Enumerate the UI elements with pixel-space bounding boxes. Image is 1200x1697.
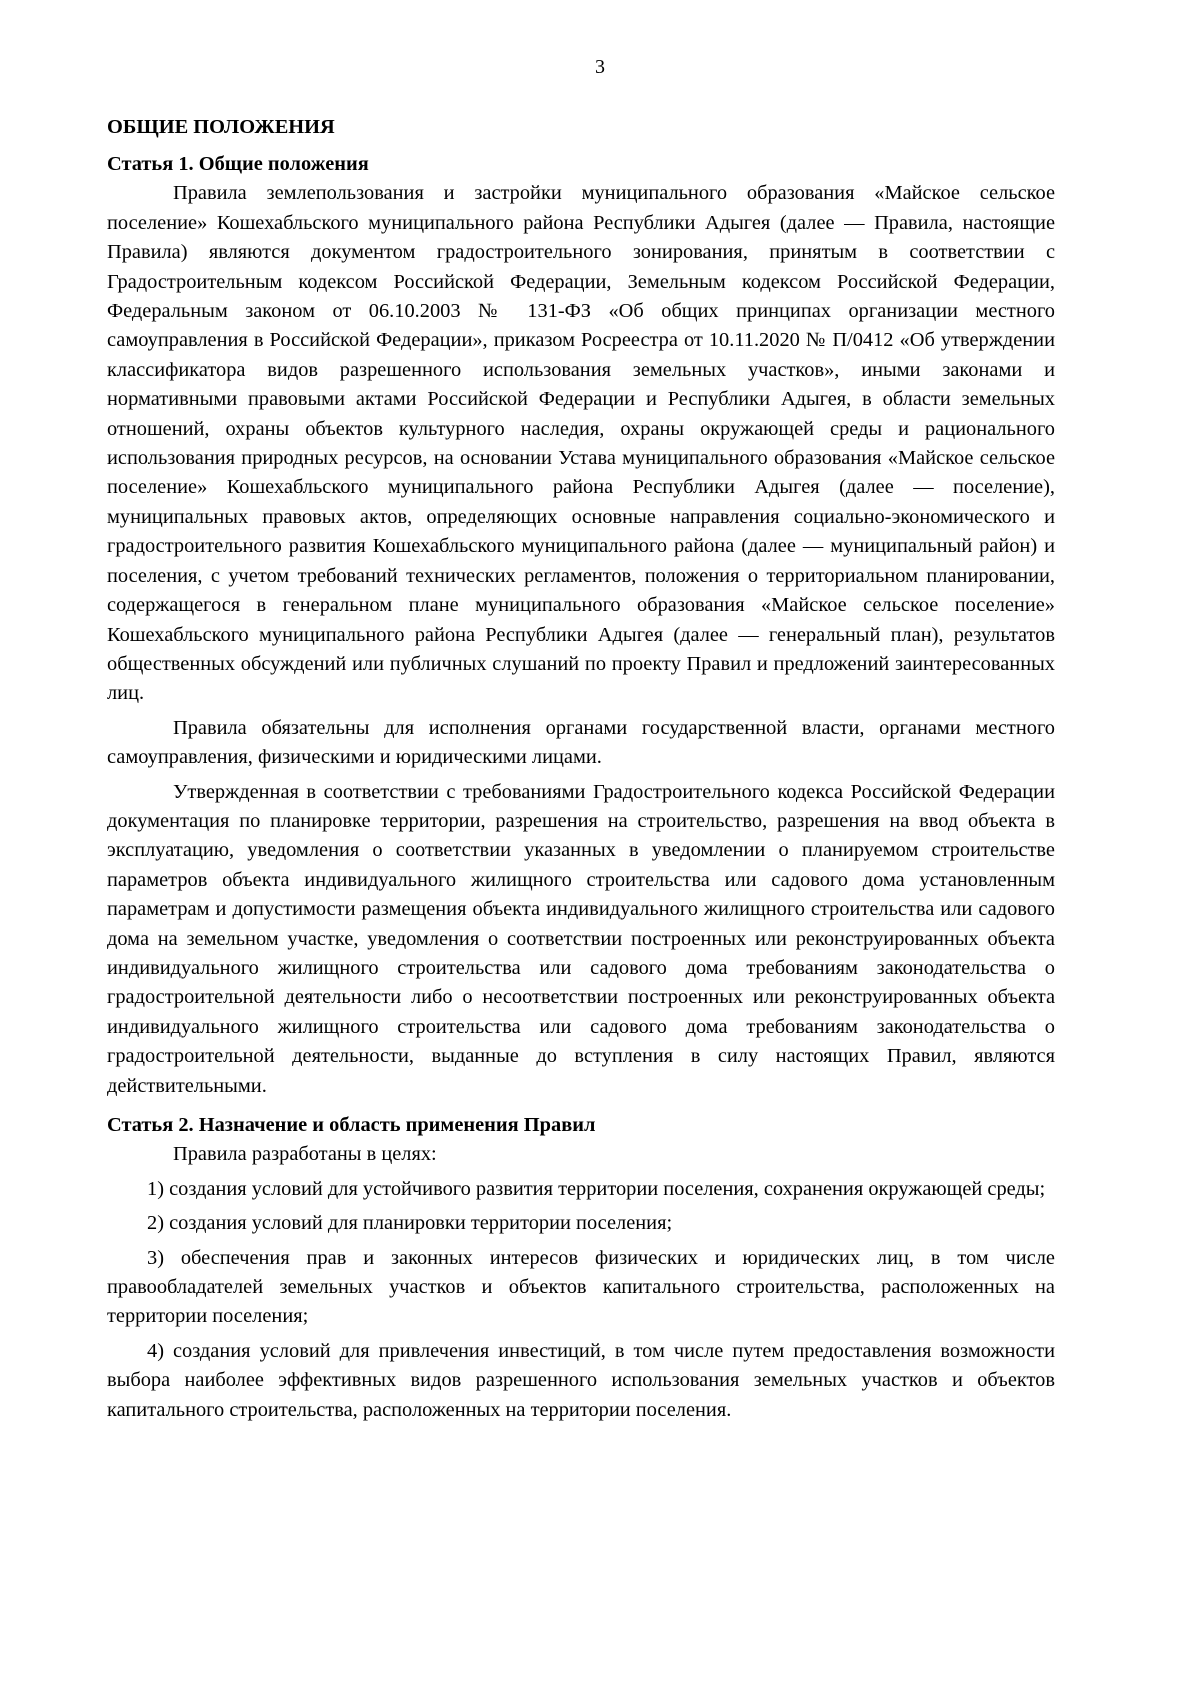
article-1-title: Статья 1. Общие положения [107,153,369,175]
article-1-paragraph: Правила землепользования и застройки муниципального образования «Майское сельское поселение» Кошехабльского муниципального района Республики Адыгея (далее — Правила, настоящие Правила) являются документом градостроительного зонирования, принятым в соответствии с Градостроительным кодексом Российской Федерации, Земельным кодексом Российской Федерации, Федеральным законом от 06.10.2003 № 131-ФЗ «Об общих принципах организации местного самоуправления в Российской Федерации», приказом Росреестра от 10.11.2020 № П/0412 «Об утверждении классификатора видов разрешенного использования земельных участков», иными законами и нормативными правовыми актами Российской Федерации и Республики Адыгея, в области земельных отношений, охраны объектов культурного наследия, охраны окружающей среды и рационального использования природных ресурсов, на основании Устава муниципального образования «Майское сельское поселение» Кошехабльского муниципального района Республики Адыгея (далее — поселение), муниципальных правовых актов, определяющих основные направления социально-экономического и градостроительного развития Кошехабльского муниципального района (далее — муниципальный район) и поселения, с учетом требований технических регламентов, положения о территориальном планировании, содержащегося в генеральном плане муниципального образования «Майское сельское поселение» Кошехабльского муниципального района Республики Адыгея (далее — генеральный план), результатов общественных обсуждений или публичных слушаний по проекту Правил и предложений заинтересованных лиц. [107,182,1055,705]
list-item: 3) обеспечения прав и законных интересов физических и юридических лиц, в том числе правообладателей земельных участков и объектов капитального строительства, расположенных на территории поселения; [107,1246,1055,1328]
article-1-paragraph: Правила обязательны для исполнения органами государственной власти, органами местного самоуправления, физическими и юридическими лицами. [107,716,1055,769]
list-item: 4) создания условий для привлечения инвестиций, в том числе путем предоставления возможности выбора наиболее эффективных видов разрешенного использования земельных участков и объектов капитального строительства, расположенных на территории поселения. [107,1339,1055,1421]
list-item: 2) создания условий для планировки территории поселения; [147,1212,673,1235]
section-title: ОБЩИЕ ПОЛОЖЕНИЯ [107,116,335,138]
list-item: 1) создания условий для устойчивого развития территории поселения, сохранения окружающей среды; [147,1177,1046,1200]
article-1-paragraph: Утвержденная в соответствии с требованиями Градостроительного кодекса Российской Федерации документация по планировке территории, разрешения на строительство, разрешения на ввод объекта в эксплуатацию, уведомления о соответствии указанных в уведомлении о планируемом строительстве параметров объекта индивидуального жилищного строительства или садового дома установленным параметрам и допустимости размещения объекта индивидуального жилищного строительства или садового дома на земельном участке, уведомления о соответствии построенных или реконструированных объекта индивидуального жилищного строительства или садового дома требованиям законодательства о градостроительной деятельности либо о несоответствии построенных или реконструированных объекта индивидуального жилищного строительства или садового дома требованиям законодательства о градостроительной деятельности, выданные до вступления в силу настоящих Правил, являются действительными. [107,780,1055,1097]
document-body [107,112,1055,1425]
article-2-title: Статья 2. Назначение и область применения Правил [107,1114,596,1136]
article-2-intro: Правила разработаны в целях: [173,1143,437,1166]
page-number: 3 [595,56,605,78]
